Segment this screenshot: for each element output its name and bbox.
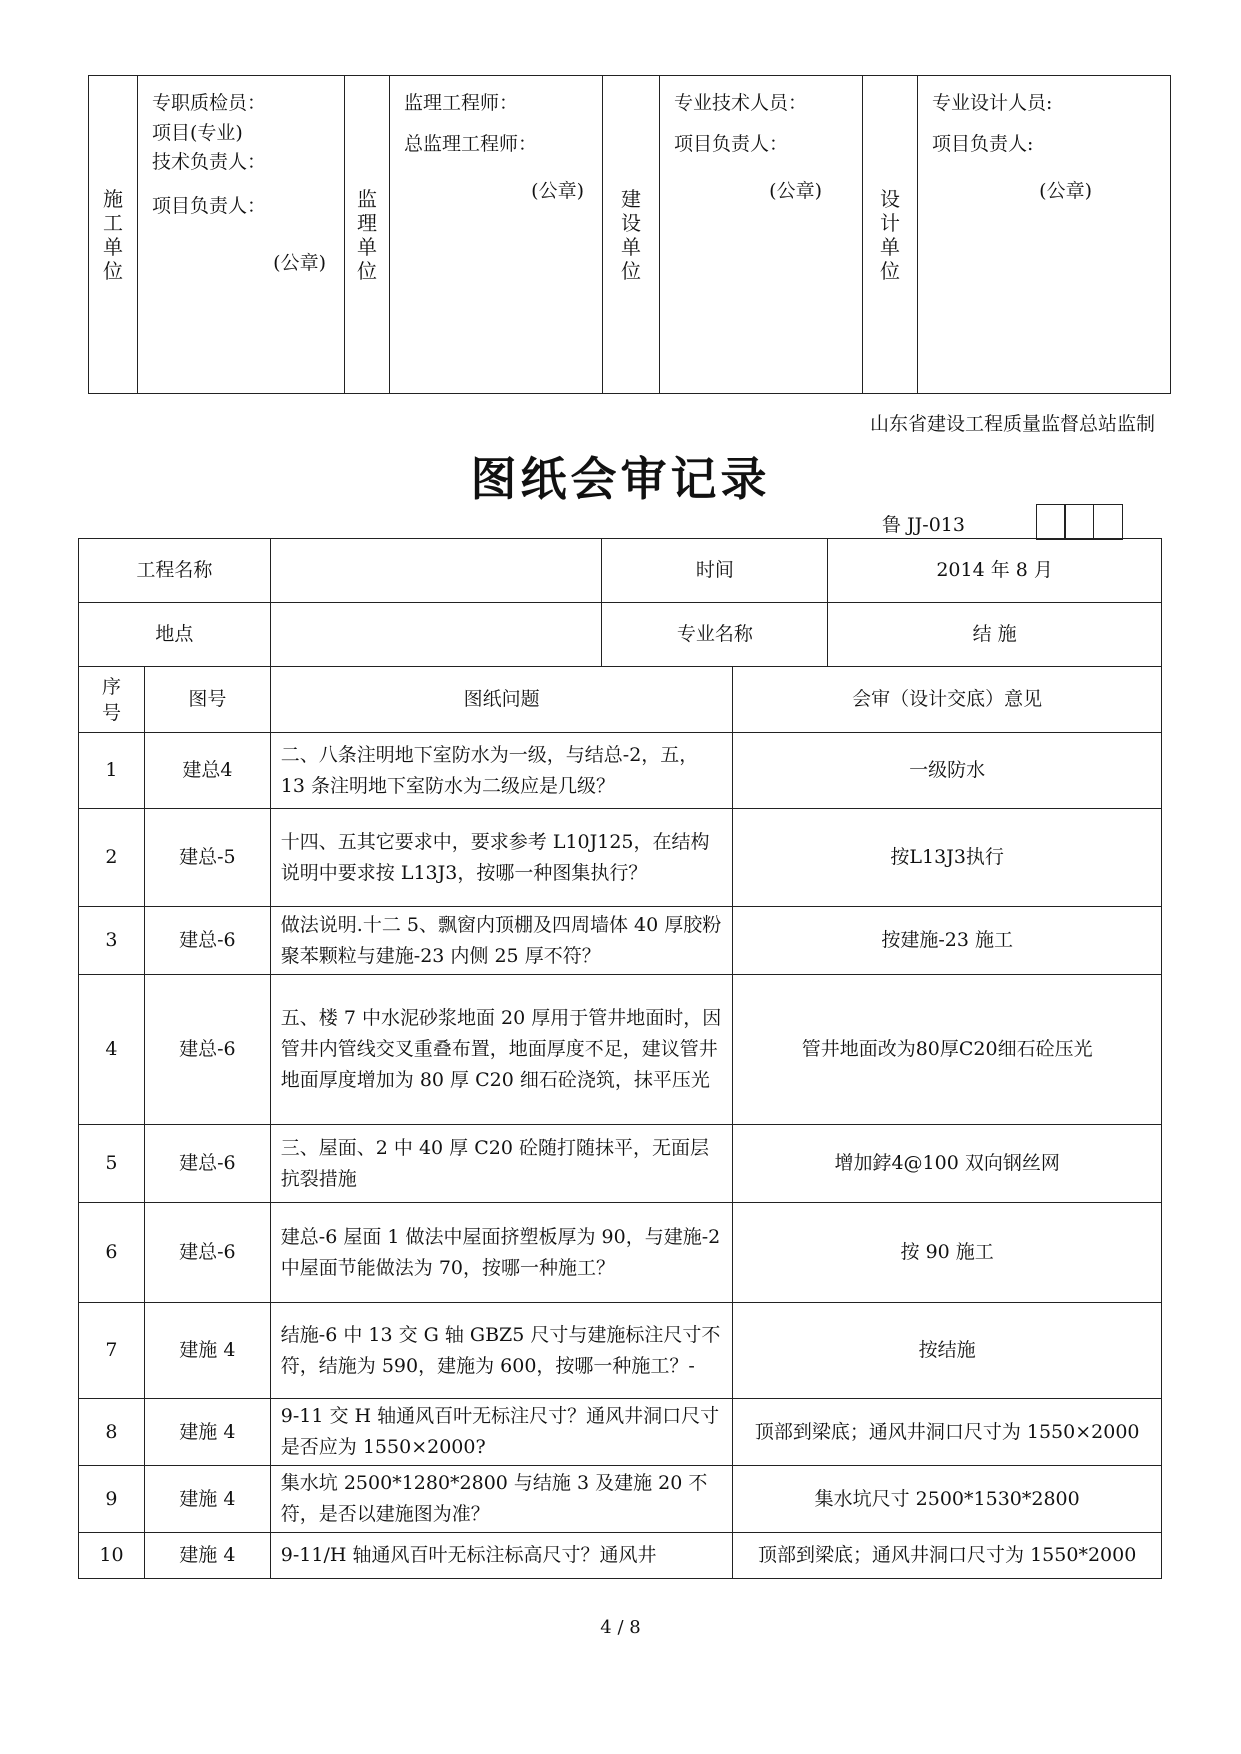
row-no: 10 [79, 1533, 145, 1579]
row-issue: 十四、五其它要求中，要求参考 L10J125，在结构说明中要求按 L13J3，按哪一种图集执行？ [270, 809, 733, 907]
row-opinion: 顶部到梁底；通风井洞口尺寸为 1550×2000 [733, 1399, 1162, 1466]
row-opinion: 按 90 施工 [733, 1203, 1162, 1303]
row-opinion: 按结施 [733, 1303, 1162, 1399]
construction-unit-label: 施工单位 [89, 76, 138, 394]
construction-seal: (公章) [273, 252, 326, 274]
row-no: 6 [79, 1203, 145, 1303]
number-boxes [1037, 504, 1123, 540]
place-value [270, 603, 602, 667]
table-row [79, 975, 1162, 1125]
supervision-unit-label: 监理单位 [345, 76, 390, 394]
row-no: 1 [79, 733, 145, 809]
row-no: 5 [79, 1125, 145, 1203]
row-no: 9 [79, 1466, 145, 1533]
owner-unit-label: 建设单位 [603, 76, 660, 394]
project-name-value [270, 539, 602, 603]
table-row [79, 907, 1162, 975]
row-issue: 结施-6 中 13 交 G 轴 GBZ5 尺寸与建施标注尺寸不符，结施为 590，建施为 600，按哪一种施工？- [270, 1303, 733, 1399]
row-drawing: 建总-6 [144, 1125, 270, 1203]
row-opinion: 一级防水 [733, 733, 1162, 809]
row-opinion: 按L13J3执行 [733, 809, 1162, 907]
page-number: 4 / 8 [600, 1617, 641, 1638]
document-number: 鲁 JJ-013 [882, 514, 965, 536]
owner-seal: (公章) [769, 180, 822, 202]
table-row [79, 1466, 1162, 1533]
col-issue-header: 图纸问题 [270, 667, 733, 733]
row-issue: 五、楼 7 中水泥砂浆地面 20 厚用于管井地面时，因管井内管线交叉重叠布置，地面厚度不足，建议管井地面厚度增加为 80 厚 C20 细石砼浇筑，抹平压光 [270, 975, 733, 1125]
sig-line: 总监理工程师： [404, 133, 538, 155]
table-row [79, 1303, 1162, 1399]
owner-signature-cell [660, 76, 863, 394]
col-drawing-header: 图号 [144, 667, 270, 733]
row-drawing: 建总-5 [144, 809, 270, 907]
row-drawing: 建施 4 [144, 1466, 270, 1533]
row-no: 8 [79, 1399, 145, 1466]
design-signature-cell [918, 76, 1171, 394]
header-row [79, 603, 1162, 667]
row-no: 3 [79, 907, 145, 975]
table-row [79, 1125, 1162, 1203]
construction-signature-cell [138, 76, 345, 394]
discipline-label: 专业名称 [602, 603, 828, 667]
column-header-row [79, 667, 1162, 733]
row-drawing: 建施 4 [144, 1399, 270, 1466]
row-drawing: 建总-6 [144, 975, 270, 1125]
row-no: 4 [79, 975, 145, 1125]
sig-line: 专业技术人员： [674, 92, 808, 114]
row-issue: 三、屋面、2 中 40 厚 C20 砼随打随抹平，无面层抗裂措施 [270, 1125, 733, 1203]
row-drawing: 建施 4 [144, 1303, 270, 1399]
design-unit-label: 设计单位 [863, 76, 918, 394]
project-name-label: 工程名称 [79, 539, 271, 603]
row-issue: 9-11 交 H 轴通风百叶无标注尺寸？通风井洞口尺寸是否应为 1550×2000? [270, 1399, 733, 1466]
row-drawing: 建施 4 [144, 1533, 270, 1579]
row-drawing: 建总-6 [144, 907, 270, 975]
table-row [79, 1203, 1162, 1303]
row-drawing: 建总-6 [144, 1203, 270, 1303]
col-opinion-header: 会审（设计交底）意见 [733, 667, 1162, 733]
row-opinion: 顶部到梁底；通风井洞口尺寸为 1550*2000 [733, 1533, 1162, 1579]
supervision-signature-cell [390, 76, 603, 394]
number-box [1036, 504, 1066, 540]
header-row [79, 539, 1162, 603]
row-issue: 建总-6 屋面 1 做法中屋面挤塑板厚为 90，与建施-2 中屋面节能做法为 70，按哪一种施工？ [270, 1203, 733, 1303]
row-no: 7 [79, 1303, 145, 1399]
supervise-note: 山东省建设工程质量监督总站监制 [869, 413, 1155, 435]
table-row [79, 1399, 1162, 1466]
sig-line: 技术负责人： [152, 151, 267, 173]
table-row [79, 1533, 1162, 1579]
row-issue: 9-11/H 轴通风百叶无标注标高尺寸？通风井 [270, 1533, 733, 1579]
col-no-header: 序号 [79, 667, 145, 733]
row-opinion: 集水坑尺寸 2500*1530*2800 [733, 1466, 1162, 1533]
row-opinion: 管井地面改为80厚C20细石砼压光 [733, 975, 1162, 1125]
row-issue: 集水坑 2500*1280*2800 与结施 3 及建施 20 不符，是否以建施图为准？ [270, 1466, 733, 1533]
sig-line: 项目负责人： [152, 195, 267, 217]
row-opinion: 按建施-23 施工 [733, 907, 1162, 975]
number-box [1093, 504, 1123, 540]
row-issue: 做法说明.十二 5、飘窗内顶棚及四周墙体 40 厚胶粉聚苯颗粒与建施-23 内侧 25 厚不符？ [270, 907, 733, 975]
row-issue: 二、八条注明地下室防水为一级，与结总-2，五，13 条注明地下室防水为二级应是几级？ [270, 733, 733, 809]
page-title: 图纸会审记录 [470, 452, 771, 506]
number-box [1064, 504, 1094, 540]
sig-line: 项目(专业) [152, 122, 243, 144]
sig-line: 专业设计人员: [932, 92, 1053, 114]
place-label: 地点 [79, 603, 271, 667]
sig-line: 项目负责人: [932, 133, 1034, 155]
design-seal: (公章) [1039, 180, 1092, 202]
table-row [79, 809, 1162, 907]
supervision-seal: (公章) [531, 180, 584, 202]
signature-table [88, 75, 1171, 394]
rows-body [79, 733, 1162, 1579]
row-opinion: 增加鋍4@100 双向钢丝网 [733, 1125, 1162, 1203]
row-drawing: 建总4 [144, 733, 270, 809]
discipline-value: 结 施 [828, 603, 1162, 667]
row-no: 2 [79, 809, 145, 907]
table-row [79, 733, 1162, 809]
sig-line: 专职质检员： [152, 92, 267, 114]
review-table [78, 538, 1162, 1579]
sig-line: 项目负责人： [674, 133, 789, 155]
sig-line: 监理工程师： [404, 92, 519, 114]
time-label: 时间 [602, 539, 828, 603]
time-value: 2014 年 8 月 [828, 539, 1162, 603]
